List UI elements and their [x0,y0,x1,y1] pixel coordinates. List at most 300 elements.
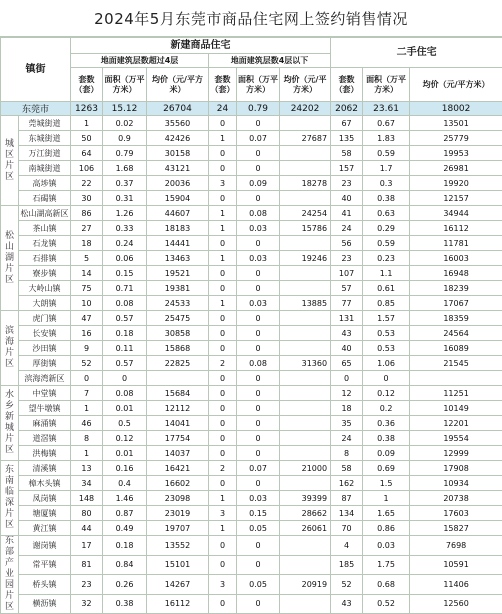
cell-area: 0 [237,236,280,251]
col-area-header: 面积（万平方米） [103,68,147,102]
cell-price: 13885 [280,296,331,311]
cell-price: 25475 [147,311,209,326]
cell-units: 0 [209,281,237,296]
cell-price: 10149 [410,401,502,416]
cell-area: 0.07 [237,131,280,146]
cell-area: 0.61 [363,281,410,296]
table-row [1,521,502,536]
street-name: 厚街镇 [19,356,71,371]
cell-area: 0.68 [363,575,410,595]
cell-units: 5 [71,251,103,266]
cell-units: 14 [71,266,103,281]
cell-price: 18359 [410,311,502,326]
col-area-header: 面积（万平方米） [237,68,280,102]
zone-label: 东部产业园片区 [1,536,19,614]
summary-row [1,102,502,116]
cell-price: 21545 [410,356,502,371]
cell-units: 106 [71,161,103,176]
cell-price: 16089 [410,341,502,356]
table-row [1,296,502,311]
table-row [1,236,502,251]
cell-units: 47 [71,311,103,326]
table-row [1,131,502,146]
table-row [1,555,502,575]
cell-price: 15101 [147,555,209,575]
cell-area: 0.08 [237,356,280,371]
cell-area: 0.5 [103,416,147,431]
cell-area: 1.46 [103,491,147,506]
street-name: 沙田镇 [19,341,71,356]
cell-units: 18 [71,236,103,251]
cell-price: 44607 [147,206,209,221]
street-name: 塘厦镇 [19,506,71,521]
cell-price [280,191,331,206]
street-name: 洪梅镇 [19,446,71,461]
cell-units: 40 [331,191,363,206]
cell-area: 1.83 [363,131,410,146]
cell-price [280,431,331,446]
cell-units: 134 [331,506,363,521]
cell-area: 0.15 [237,506,280,521]
cell-units: 2 [209,461,237,476]
cell-area: 0.03 [363,536,410,556]
col-price-header: 均价（元/平方米） [147,68,209,102]
table-body [1,102,502,614]
cell-area: 0 [237,555,280,575]
zone-label: 东南临深片区 [1,461,19,536]
cell-area: 0.08 [103,386,147,401]
cell-area: 0.01 [103,446,147,461]
cell-area: 0.59 [363,236,410,251]
cell-price [280,555,331,575]
cell-units: 0 [209,311,237,326]
cell-area: 0.2 [363,401,410,416]
cell-price: 24533 [147,296,209,311]
table-row [1,326,502,341]
cell-units: 87 [331,491,363,506]
above-4-floors-header: 地面建筑层数超过4层 [71,54,209,68]
street-name: 莞城街道 [19,116,71,131]
cell-price [280,371,331,386]
street-name: 樟木头镇 [19,476,71,491]
cell-units: 16 [71,326,103,341]
cell-area: 0 [237,476,280,491]
table-row [1,401,502,416]
cell-price: 31360 [280,356,331,371]
cell-price [280,281,331,296]
cell-units: 64 [71,146,103,161]
street-name: 望牛墩镇 [19,401,71,416]
cell-units: 17 [71,536,103,556]
cell-units: 34 [71,476,103,491]
cell-price [147,371,209,386]
cell-units: 0 [209,431,237,446]
cell-price: 11781 [410,236,502,251]
cell-units: 58 [331,461,363,476]
cell-price: 24564 [410,326,502,341]
cell-units: 0 [209,536,237,556]
cell-units: 0 [209,326,237,341]
cell-price: 20919 [280,575,331,595]
cell-area: 0.3 [363,176,410,191]
cell-area: 0.52 [363,594,410,614]
cell-units: 65 [331,356,363,371]
cell-price: 27687 [280,131,331,146]
cell-price: 15868 [147,341,209,356]
cell-units: 135 [331,131,363,146]
table-row [1,161,502,176]
cell-area: 0.23 [363,251,410,266]
table-row [1,176,502,191]
cell-price: 12157 [410,191,502,206]
table-row [1,446,502,461]
cell-units: 24 [331,431,363,446]
cell-area: 0 [363,371,410,386]
cell-area: 0.09 [363,446,410,461]
cell-units: 23 [331,251,363,266]
cell-area: 0.02 [103,116,147,131]
cell-units: 0 [209,446,237,461]
col-price-header: 均价（元/平方米） [280,68,331,102]
cell-price: 7698 [410,536,502,556]
cell-area: 1.7 [363,161,410,176]
street-name: 石碣镇 [19,191,71,206]
cell-price [280,116,331,131]
cell-area: 0.03 [237,251,280,266]
street-name: 横沥镇 [19,594,71,614]
cell-price: 18002 [410,102,502,116]
col-units-header: 套数（套） [209,68,237,102]
street-name: 道滘镇 [19,431,71,446]
table-row [1,116,502,131]
cell-area: 0.05 [237,575,280,595]
cell-units: 46 [71,416,103,431]
table-header [1,38,502,102]
cell-area: 0.15 [103,266,147,281]
cell-units: 8 [71,431,103,446]
cell-price: 28662 [280,506,331,521]
cell-units: 0 [331,371,363,386]
table-row [1,416,502,431]
street-name: 麻涌镇 [19,416,71,431]
cell-area: 0.05 [237,521,280,536]
table-row [1,341,502,356]
cell-area: 0.69 [363,461,410,476]
cell-area: 0.4 [103,476,147,491]
cell-units: 1 [209,521,237,536]
table-row [1,431,502,446]
zone-label: 水乡新城片区 [1,386,19,461]
cell-area: 0 [237,594,280,614]
cell-units: 7 [71,386,103,401]
cell-price: 14267 [147,575,209,595]
table-row [1,356,502,371]
street-name: 东城街道 [19,131,71,146]
cell-price: 21000 [280,461,331,476]
cell-price: 16948 [410,266,502,281]
cell-price [280,386,331,401]
cell-units: 157 [331,161,363,176]
cell-area: 0.71 [103,281,147,296]
cell-units: 0 [71,371,103,386]
cell-area: 0.11 [103,341,147,356]
cell-units: 107 [331,266,363,281]
cell-area: 0.03 [237,491,280,506]
cell-area: 0 [237,401,280,416]
cell-units: 52 [71,356,103,371]
cell-area: 0.86 [363,521,410,536]
cell-units: 77 [331,296,363,311]
cell-price: 12201 [410,416,502,431]
street-name: 石排镇 [19,251,71,266]
cell-price: 11251 [410,386,502,401]
cell-area: 0.18 [103,326,147,341]
cell-price [280,161,331,176]
street-name: 常平镇 [19,555,71,575]
table-row [1,251,502,266]
cell-units: 2 [209,356,237,371]
cell-price: 24202 [280,102,331,116]
table-row [1,594,502,614]
cell-price: 16112 [410,221,502,236]
cell-units: 1 [209,251,237,266]
cell-price: 18183 [147,221,209,236]
table-row [1,266,502,281]
col-units-header: 套数（套） [331,68,363,102]
cell-price [410,371,502,386]
cell-area: 0 [237,416,280,431]
cell-units: 50 [71,131,103,146]
cell-area: 0 [237,431,280,446]
cell-area: 0.87 [103,506,147,521]
street-name: 凤岗镇 [19,491,71,506]
cell-area: 1.06 [363,356,410,371]
cell-units: 27 [71,221,103,236]
cell-units: 0 [209,371,237,386]
street-name: 松山湖高新区 [19,206,71,221]
cell-price: 11406 [410,575,502,595]
table-row [1,575,502,595]
cell-area: 0.12 [103,431,147,446]
cell-price: 15684 [147,386,209,401]
cell-units: 35 [331,416,363,431]
cell-area: 0.53 [363,326,410,341]
cell-area: 0.53 [363,341,410,356]
cell-price: 16112 [147,594,209,614]
cell-area: 0.57 [103,356,147,371]
cell-price: 34944 [410,206,502,221]
cell-price: 19246 [280,251,331,266]
cell-price: 26704 [147,102,209,116]
cell-area: 0.24 [103,236,147,251]
cell-price: 30158 [147,146,209,161]
cell-price: 10934 [410,476,502,491]
street-name: 桥头镇 [19,575,71,595]
cell-area: 0 [237,116,280,131]
cell-price: 24254 [280,206,331,221]
cell-area: 0.16 [103,461,147,476]
cell-area: 0.36 [363,416,410,431]
cell-price [280,236,331,251]
cell-units: 0 [209,236,237,251]
cell-units: 1 [71,446,103,461]
cell-units: 4 [331,536,363,556]
cell-area: 0.63 [363,206,410,221]
table-row [1,281,502,296]
zone-label: 松山湖片区 [1,206,19,311]
cell-price [280,341,331,356]
cell-price: 16602 [147,476,209,491]
cell-area: 0.57 [103,311,147,326]
street-name: 石龙镇 [19,236,71,251]
cell-price: 19521 [147,266,209,281]
cell-units: 81 [71,555,103,575]
cell-price: 17754 [147,431,209,446]
cell-price: 20036 [147,176,209,191]
zone-label: 城区片区 [1,116,19,206]
cell-units: 9 [71,341,103,356]
cell-area: 0.18 [103,536,147,556]
cell-price [280,266,331,281]
cell-units: 3 [209,506,237,521]
cell-units: 1 [71,401,103,416]
cell-area: 0.9 [103,131,147,146]
street-name: 万江街道 [19,146,71,161]
cell-units: 0 [209,476,237,491]
street-name: 黄江镇 [19,521,71,536]
second-hand-header: 二手住宅 [331,38,502,68]
cell-units: 67 [331,116,363,131]
cell-price: 18278 [280,176,331,191]
cell-area: 0.07 [237,461,280,476]
street-name: 大岭山镇 [19,281,71,296]
cell-units: 24 [331,221,363,236]
cell-units: 0 [209,266,237,281]
cell-price: 18239 [410,281,502,296]
cell-area: 0.09 [237,176,280,191]
cell-price: 19381 [147,281,209,296]
street-name: 清溪镇 [19,461,71,476]
cell-area: 0.84 [103,555,147,575]
cell-units: 131 [331,311,363,326]
cell-area: 0.31 [103,191,147,206]
cell-price: 14037 [147,446,209,461]
col-units-header: 套数（套） [71,68,103,102]
cell-units: 30 [71,191,103,206]
cell-units: 57 [331,281,363,296]
cell-units: 3 [209,176,237,191]
zone-label: 滨海片区 [1,311,19,386]
cell-units: 43 [331,326,363,341]
cell-price: 14041 [147,416,209,431]
cell-units: 1 [209,491,237,506]
cell-price: 23019 [147,506,209,521]
cell-units: 0 [209,146,237,161]
cell-area: 1.26 [103,206,147,221]
cell-units: 41 [331,206,363,221]
cell-area: 0 [237,326,280,341]
cell-area: 0.29 [363,221,410,236]
cell-area: 0.33 [103,221,147,236]
cell-area: 0.79 [103,146,147,161]
table-row [1,206,502,221]
cell-area: 0.26 [103,575,147,595]
cell-price [280,446,331,461]
cell-price [280,311,331,326]
cell-price: 20738 [410,491,502,506]
cell-units: 13 [71,461,103,476]
cell-area: 0.08 [237,206,280,221]
cell-units: 162 [331,476,363,491]
cell-price: 26061 [280,521,331,536]
cell-price: 13552 [147,536,209,556]
cell-units: 40 [331,341,363,356]
cell-area: 0 [237,266,280,281]
cell-units: 22 [71,176,103,191]
below-4-floors-header: 地面建筑层数4层以下 [209,54,331,68]
cell-area: 0.38 [103,594,147,614]
table-row [1,461,502,476]
cell-area: 1.1 [363,266,410,281]
street-name: 高埗镇 [19,176,71,191]
cell-area: 0.03 [237,221,280,236]
cell-units: 10 [71,296,103,311]
cell-price: 25779 [410,131,502,146]
cell-price [280,146,331,161]
cell-area: 0 [237,386,280,401]
cell-area: 0 [237,161,280,176]
cell-units: 80 [71,506,103,521]
cell-area: 1.68 [103,161,147,176]
cell-units: 185 [331,555,363,575]
cell-price: 22825 [147,356,209,371]
cell-price: 13501 [410,116,502,131]
cell-price: 12560 [410,594,502,614]
table-row [1,146,502,161]
cell-price: 19953 [410,146,502,161]
cell-units: 2062 [331,102,363,116]
cell-price: 17067 [410,296,502,311]
cell-area: 0.37 [103,176,147,191]
cell-price: 19554 [410,431,502,446]
cell-units: 0 [209,401,237,416]
cell-price: 42426 [147,131,209,146]
cell-area: 0 [237,191,280,206]
cell-units: 23 [71,575,103,595]
table-row [1,371,502,386]
table-row [1,536,502,556]
cell-area: 0 [237,311,280,326]
cell-units: 75 [71,281,103,296]
cell-units: 70 [331,521,363,536]
summary-name: 东莞市 [1,102,71,116]
cell-units: 3 [209,575,237,595]
cell-units: 0 [209,191,237,206]
cell-units: 1 [209,131,237,146]
cell-price: 10591 [410,555,502,575]
cell-price: 19707 [147,521,209,536]
cell-area: 0.06 [103,251,147,266]
table-row [1,476,502,491]
cell-units: 86 [71,206,103,221]
cell-units: 0 [209,386,237,401]
cell-price [280,326,331,341]
cell-units: 56 [331,236,363,251]
cell-price: 12112 [147,401,209,416]
cell-area: 0.03 [237,296,280,311]
cell-units: 0 [209,341,237,356]
cell-units: 0 [209,594,237,614]
